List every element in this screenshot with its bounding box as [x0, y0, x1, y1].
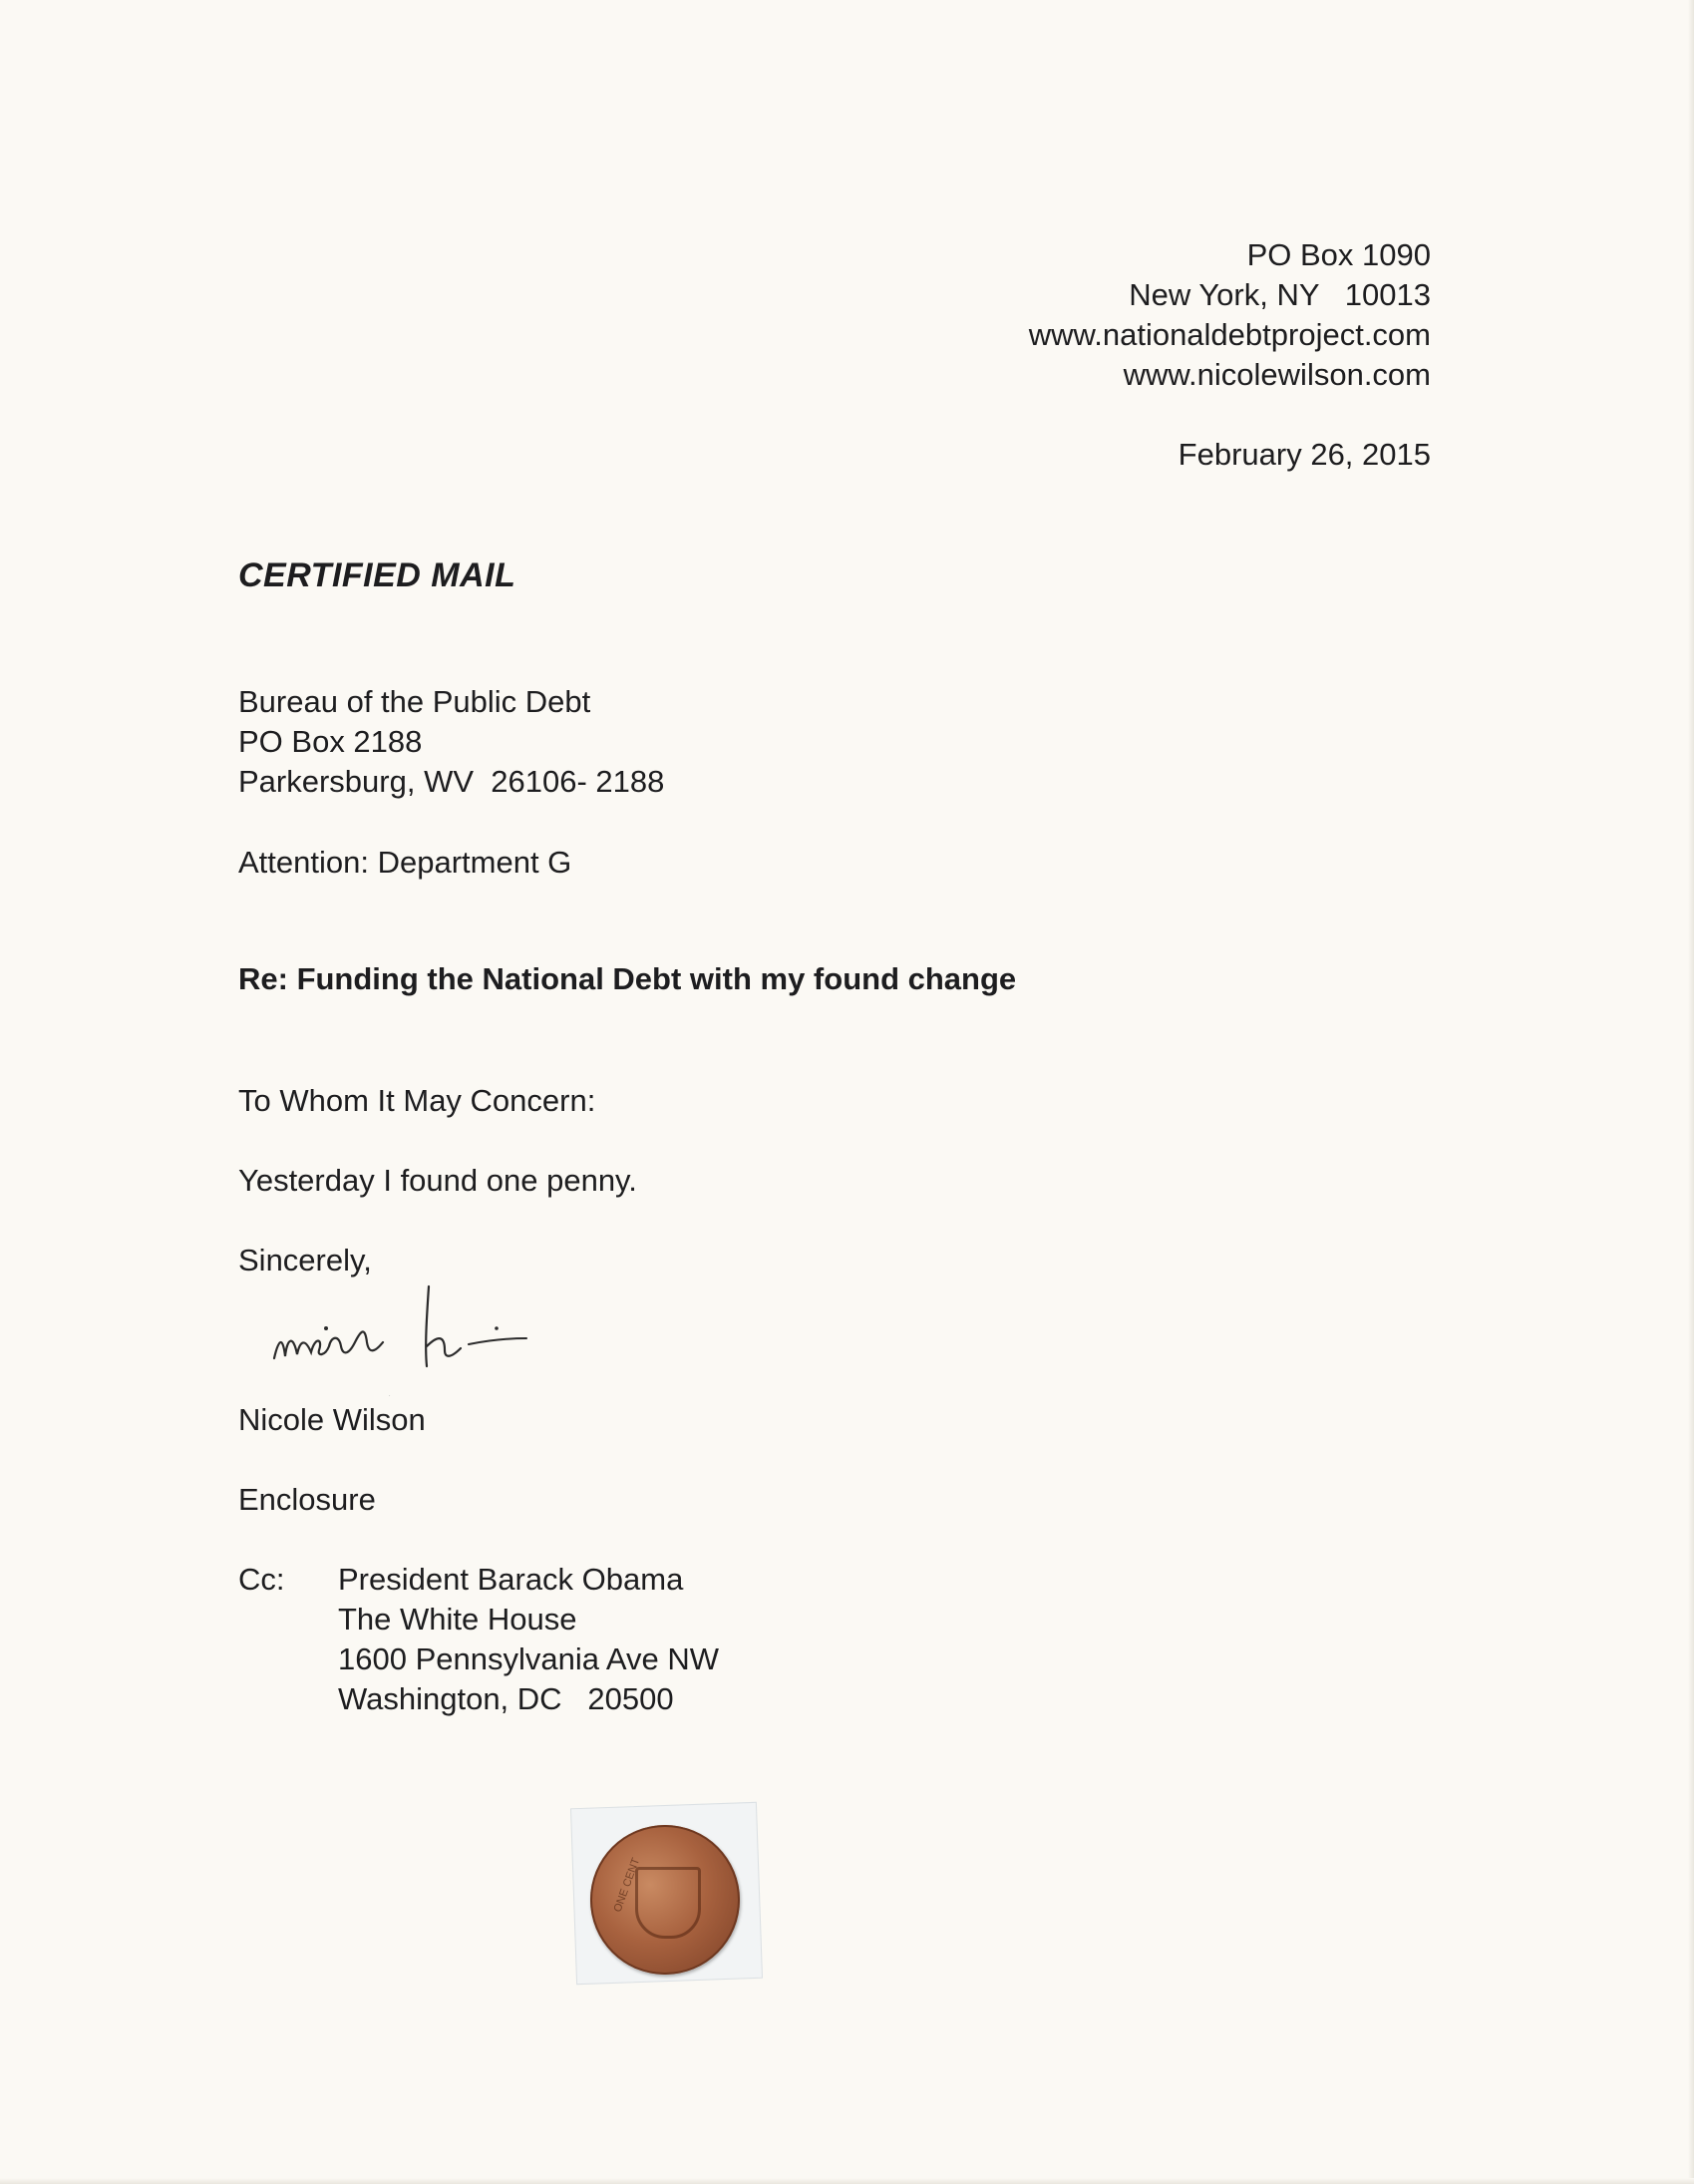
- sender-address-line: PO Box 1090: [1246, 237, 1431, 272]
- cc-address-line: The White House: [338, 1602, 577, 1637]
- salutation: To Whom It May Concern:: [238, 1083, 596, 1118]
- sender-website-link[interactable]: www.nationaldebtproject.com: [1028, 317, 1431, 352]
- sender-website-link[interactable]: www.nicolewilson.com: [1123, 357, 1431, 392]
- scan-edge: [0, 2178, 1694, 2184]
- enclosed-penny: [573, 1795, 758, 1985]
- cc-address: [338, 1560, 719, 1719]
- recipient-address: [238, 682, 664, 802]
- sender-address: [1029, 235, 1431, 395]
- letter-date: February 26, 2015: [1178, 437, 1431, 472]
- recipient-address-line: Parkersburg, WV 26106- 2188: [238, 764, 665, 799]
- enclosure-note: Enclosure: [238, 1482, 376, 1517]
- recipient-address-line: Bureau of the Public Debt: [238, 684, 591, 719]
- cc-address-line: President Barack Obama: [338, 1562, 684, 1597]
- signer-name: Nicole Wilson: [238, 1402, 426, 1437]
- subject-line: Re: Funding the National Debt with my found change: [238, 961, 1017, 996]
- closing: Sincerely,: [238, 1243, 372, 1277]
- sender-address-line: New York, NY 10013: [1129, 277, 1431, 312]
- letter-body: Yesterday I found one penny.: [238, 1163, 637, 1198]
- handwritten-signature: [269, 1276, 608, 1396]
- cc-address-line: Washington, DC 20500: [338, 1681, 674, 1716]
- mail-type-heading: CERTIFIED MAIL: [238, 556, 516, 594]
- scan-edge: [1688, 0, 1694, 2184]
- attention-line: Attention: Department G: [238, 845, 572, 880]
- cc-label: Cc:: [238, 1562, 285, 1597]
- svg-text:ONE CENT: ONE CENT: [611, 1856, 643, 1915]
- penny-inscription: [590, 1825, 740, 1975]
- penny-coin: [590, 1825, 740, 1975]
- recipient-address-line: PO Box 2188: [238, 724, 423, 759]
- cc-address-line: 1600 Pennsylvania Ave NW: [338, 1641, 719, 1676]
